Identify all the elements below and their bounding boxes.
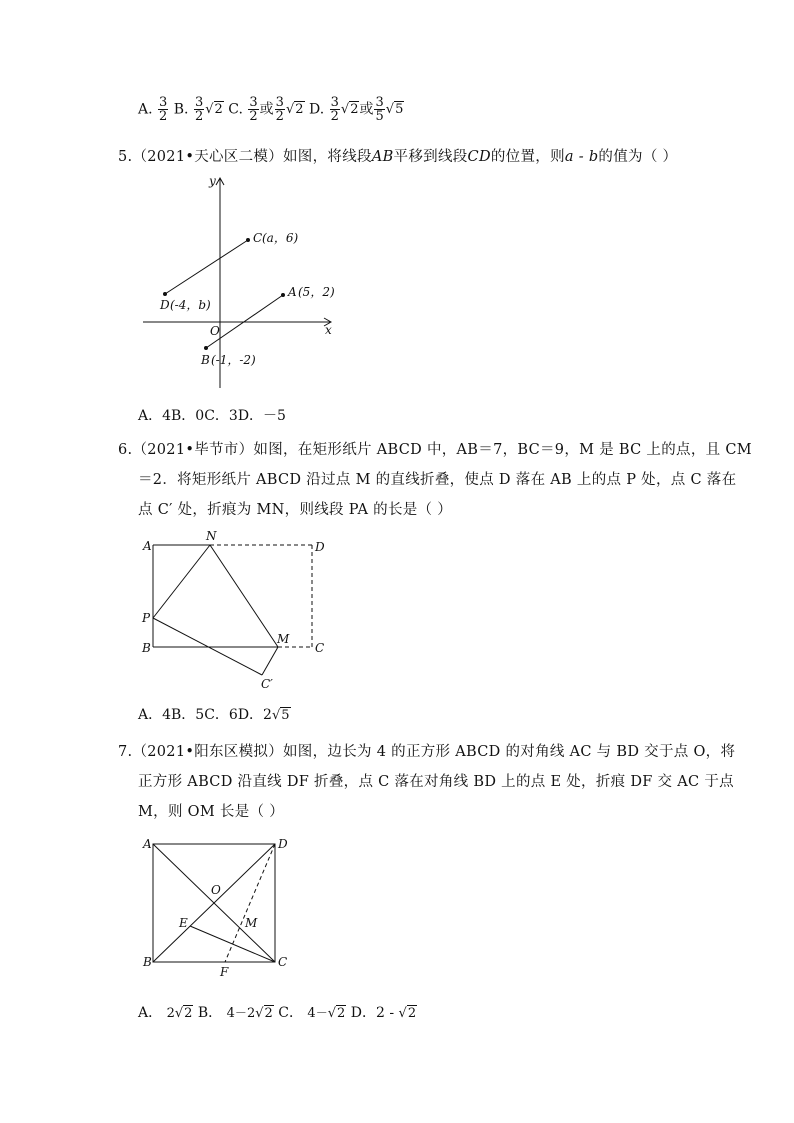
q5-stem [118,145,677,166]
q5-fig-b-coord: (-1，-2) [211,353,256,367]
q7-option-c-sqrt: √2 [327,1005,346,1021]
q6-figure [135,528,335,693]
q5-fig-x-label: x [325,323,332,337]
q7-stem-line1 [118,740,735,761]
q6-number: 6. [118,442,133,458]
q6-answer-d-sqrt: √5 [271,707,290,723]
q5-fig-d-label: D [160,298,170,312]
q7-fig-a-label: A [143,837,152,851]
q5-answers: A．4B．0C．3D．－5 [138,408,286,424]
q6-source: （2021•毕节市） [132,442,254,458]
q7-option-c-minus: － [315,1006,328,1020]
q6-stem-line3: 点 C′ 处，折痕为 MN，则线段 PA 的长是（ ） [138,502,453,518]
q6-fig-b-label: B [142,641,151,655]
q7-option-b-label: B． [197,1005,223,1021]
q6-fig-p-label: P [142,611,151,625]
q5-fig-b-label: B [201,353,210,367]
q7-stem-line3: M，则 OM 长是（ ） [138,804,285,820]
q7-option-a-coef: 2 [166,1006,175,1021]
q6-answers-text: A．4B．5C．6D．2 [138,707,272,723]
q5-fig-d-coord: (-4，b) [170,298,211,312]
q7-option-d-label: D． [350,1005,376,1021]
q5-fig-a-coord: (5，2) [298,285,335,299]
q4-option-b-fraction: $\frac{3}{2}$ [194,95,204,124]
q7-option-a-sqrt: √2 [174,1005,193,1021]
q7-figure [135,830,305,980]
q6-fig-d-label: D [315,540,325,554]
q4-option-d-label: D. [308,101,325,118]
q7-option-d-sqrt: √2 [398,1005,417,1021]
q7-option-b-minus: － [234,1006,247,1020]
q7-stem-line2: 正方形 ABCD 沿直线 DF 折叠，点 C 落在对角线 BD 上的点 E 处，折痕 DF 交 AC 于点 [138,774,734,790]
q5-text-pre: 如图，将线段 [283,149,372,165]
q7-source: （2021•阳东区模拟） [132,744,283,760]
q5-fig-origin-label: O [210,324,220,338]
q6-fig-c-label: C [315,641,325,655]
q4-option-d-or: 或 [359,101,374,118]
q5-text-end: 的值为（ ） [598,149,678,165]
q7-option-b-sqrt: √2 [255,1005,273,1021]
q6-stem-line2: ＝2．将矩形纸片 ABCD 沿过点 M 的直线折叠，使点 D 落在 AB 上的点 P 处，点 C 落在 [138,472,737,488]
q6-fig-n-label: N [206,529,217,543]
q7-fig-d-label: D [278,837,288,851]
q5-seg1: AB [371,149,394,165]
q4-option-d-sqrt1: √2 [340,102,359,117]
q4-option-d-sqrt2: √5 [385,102,404,117]
q6-fig-a-label: A [143,539,152,553]
q7-fig-o-label: O [211,883,221,897]
q5-number: 5. [118,149,133,165]
q7-option-b-coef: 2 [246,1006,256,1021]
q7-fig-b-label: B [143,955,152,969]
q7-option-c-label: C． [278,1005,303,1021]
q4-option-c-or: 或 [259,101,274,118]
q4-option-c-label: C. [228,101,243,118]
q4-option-d-fraction1: $\frac{3}{2}$ [330,95,339,124]
q5-text-post: 的位置，则 [490,149,565,165]
q7-answers [138,1002,417,1022]
q4-option-d-fraction2: $\frac{3}{5}$ [375,95,384,124]
q5-fig-c-label: C [253,231,263,245]
q6-fig-c-prime-label: C′ [261,677,273,691]
q7-fig-m-label: M [245,916,258,930]
q6-fig-m-label: M [277,632,290,646]
q6-stem-line1 [118,438,752,459]
q7-line1: 如图，边长为 4 的正方形 ABCD 的对角线 AC 与 BD 交于点 O，将 [283,744,736,760]
q6-line1: 如图，在矩形纸片 ABCD 中，AB＝7，BC＝9，M 是 BC 上的点，且 CM [253,442,752,458]
q7-option-d-pre: 2 - [375,1005,399,1021]
q4-options [138,96,404,123]
q4-option-a-label: A. [138,101,153,118]
q6-answers [138,704,291,724]
q7-option-c-four: 4 [307,1006,316,1021]
q5-text-mid: 平移到线段 [393,149,468,165]
q7-option-a-label: A． [138,1005,163,1021]
q4-option-c-fraction1: $\frac{3}{2}$ [249,95,258,124]
q7-fig-c-label: C [278,955,288,969]
q5-source: （2021•天心区二模） [132,149,283,165]
q5-figure [135,170,345,395]
q7-fig-e-label: E [179,916,188,930]
q7-fig-f-label: F [220,965,229,979]
q5-seg2: CD [467,149,491,165]
q4-option-b-label: B. [173,101,189,118]
q4-option-c-sqrt: √2 [285,102,304,117]
q5-expr: a - b [564,149,599,165]
q5-fig-c-coord: (a，6) [262,231,299,245]
q4-option-a-fraction: $\frac{3}{2}$ [159,95,168,124]
q5-fig-a-label: A [288,285,297,299]
q4-option-c-fraction2: $\frac{3}{2}$ [275,95,284,124]
q4-option-b-sqrt: √2 [205,102,223,117]
q7-number: 7. [118,744,133,760]
q5-fig-y-label: y [209,174,216,188]
q7-option-b-four: 4 [226,1006,235,1021]
